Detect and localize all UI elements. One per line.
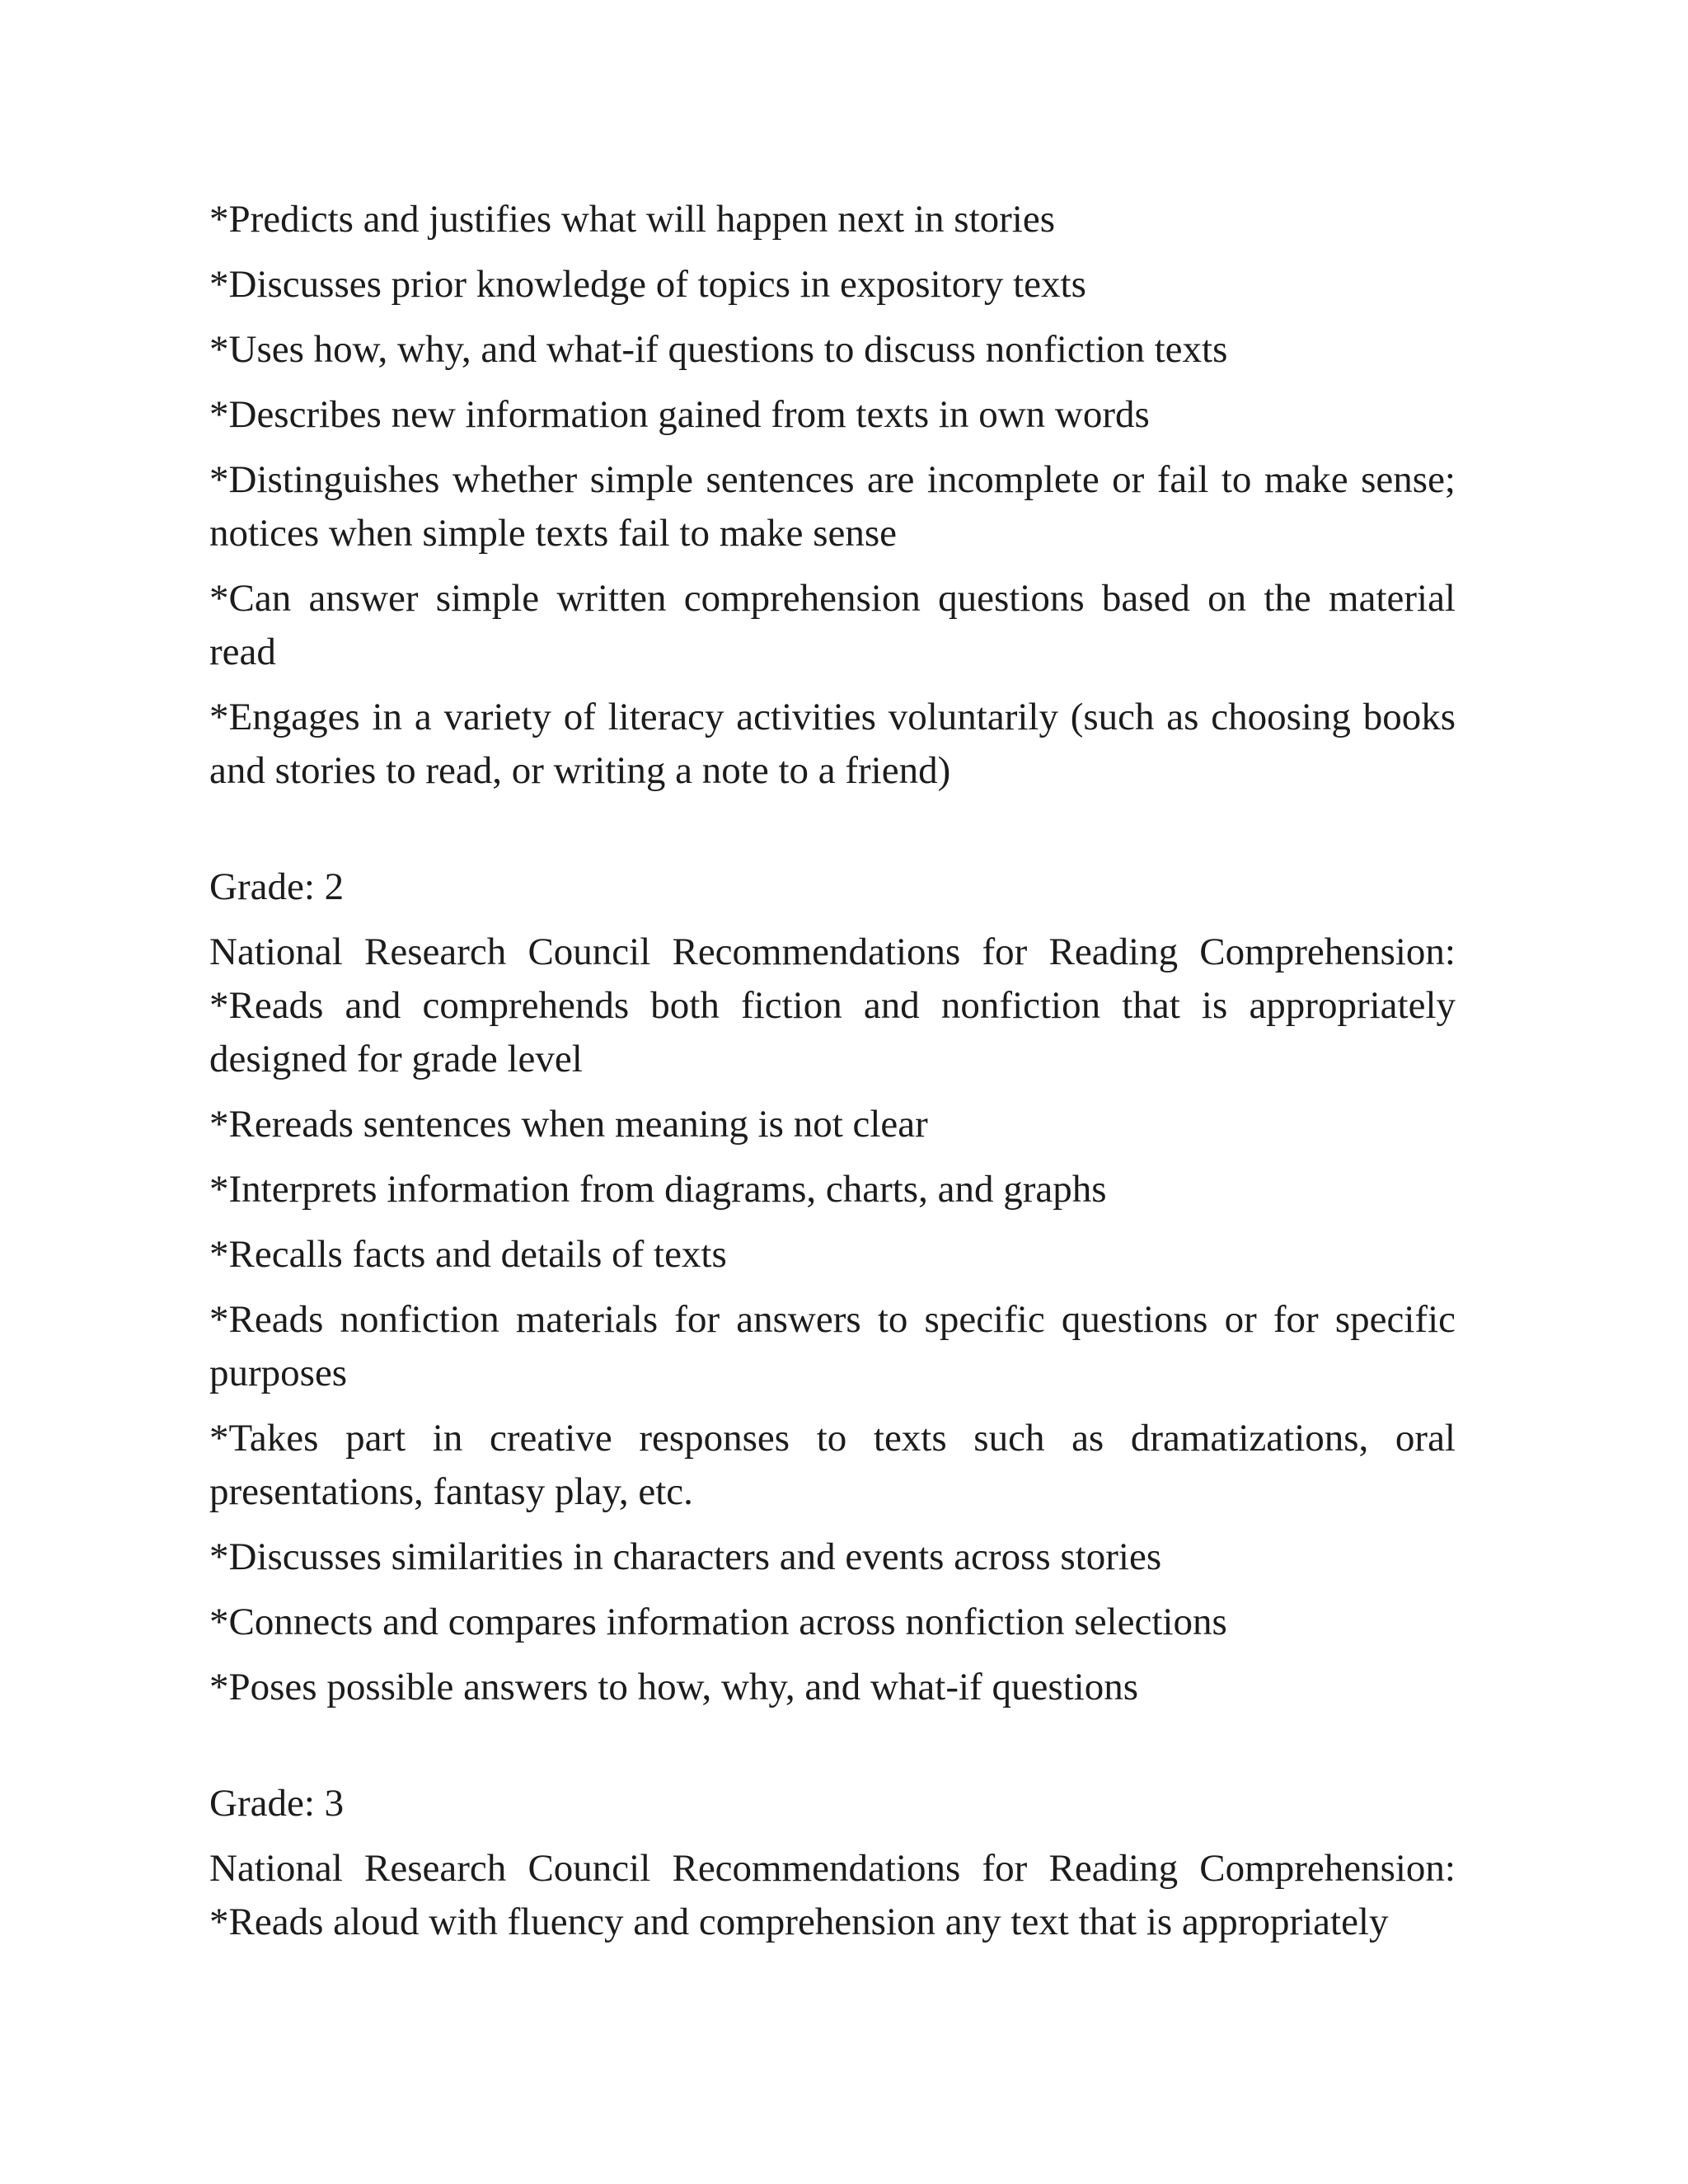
list-item: *Reads and comprehends both fiction and nonfiction that is appropriately designed for grade level (209, 984, 1456, 1080)
document-page (209, 193, 1456, 1961)
section-heading: National Research Council Recommendations for Reading Comprehension: (209, 1847, 1456, 1890)
list-item: *Reads aloud with fluency and comprehension any text that is appropriately (209, 1900, 1389, 1943)
section-heading: National Research Council Recommendations for Reading Comprehension: (209, 930, 1456, 973)
list-item: *Discusses similarities in characters and events across stories (209, 1535, 1162, 1578)
grade-label: Grade: 2 (209, 865, 345, 908)
grade-label: Grade: 3 (209, 1782, 345, 1825)
grade-2-section (209, 860, 1456, 1714)
list-item: *Connects and compares information across nonfiction selections (209, 1601, 1227, 1643)
section-spacer (209, 809, 1456, 860)
list-item: *Predicts and justifies what will happen next in stories (209, 198, 1055, 241)
list-item: *Uses how, why, and what-if questions to discuss nonfiction texts (209, 328, 1228, 371)
list-item: *Engages in a variety of literacy activities voluntarily (such as choosing books and stories to read, or writing a note to a friend) (209, 696, 1456, 792)
list-item: *Recalls facts and details of texts (209, 1233, 727, 1276)
list-item: *Interprets information from diagrams, charts, and graphs (209, 1168, 1107, 1211)
list-item: *Describes new information gained from texts in own words (209, 393, 1150, 436)
list-item: *Reads nonfiction materials for answers to specific questions or for specific purposes (209, 1298, 1456, 1394)
list-item: *Discusses prior knowledge of topics in expository texts (209, 263, 1086, 306)
list-item: *Poses possible answers to how, why, and what-if questions (209, 1666, 1139, 1708)
list-item: *Distinguishes whether simple sentences are incomplete or fail to make sense; notices when simple texts fail to make sense (209, 458, 1456, 555)
list-item: *Rereads sentences when meaning is not clear (209, 1103, 928, 1146)
list-item: *Takes part in creative responses to texts such as dramatizations, oral presentations, fantasy play, etc. (209, 1417, 1456, 1513)
section-spacer (209, 1726, 1456, 1777)
list-item: *Can answer simple written comprehension questions based on the material read (209, 577, 1456, 673)
grade-3-section (209, 1777, 1456, 1949)
